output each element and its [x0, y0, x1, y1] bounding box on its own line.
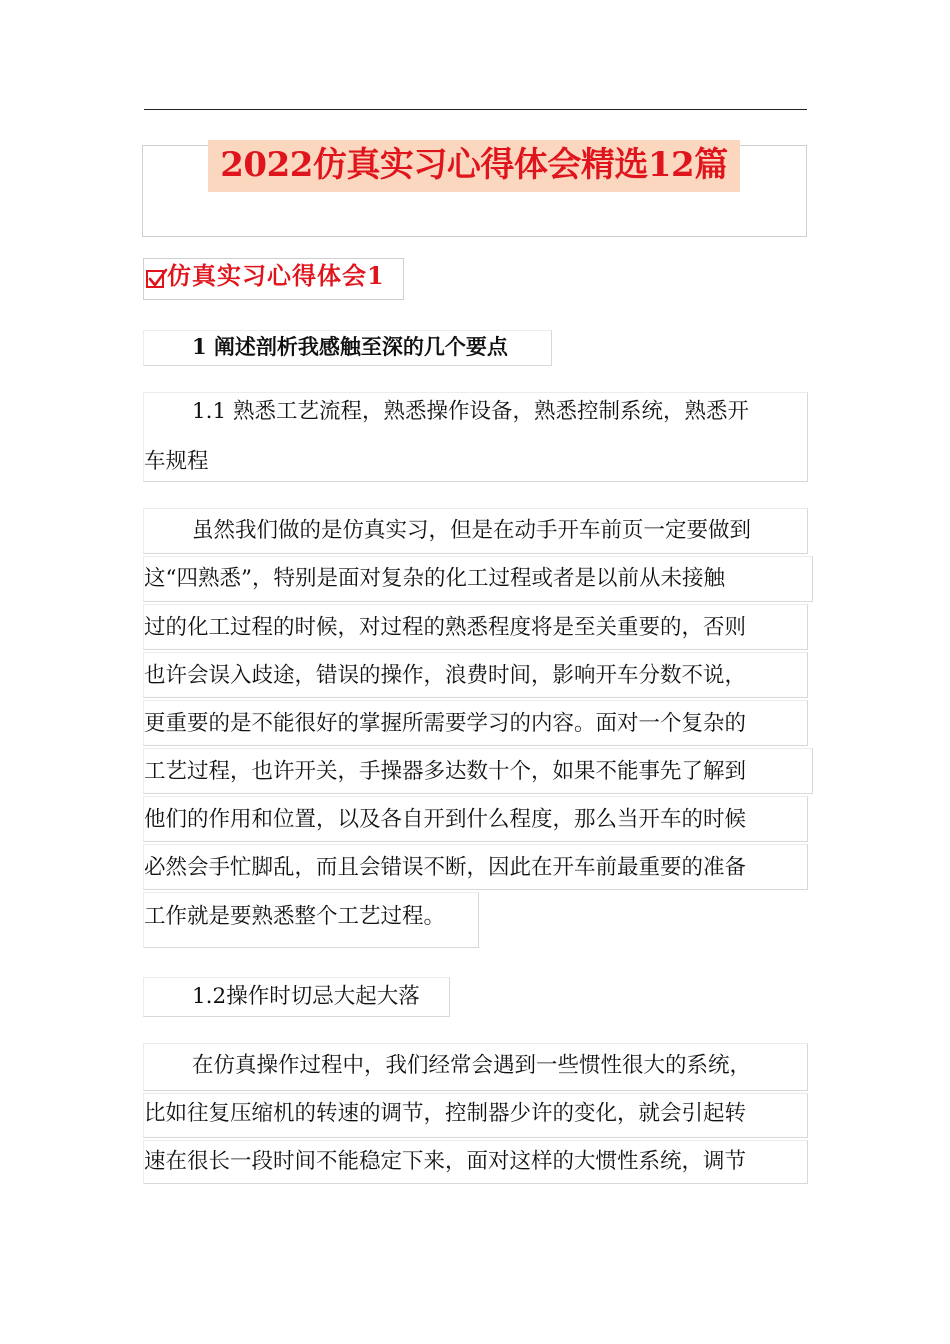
heading-1: 1 阐述剖析我感触至深的几个要点	[192, 334, 508, 359]
paragraph-1-line: 这“四熟悉”，特别是面对复杂的化工过程或者是以前从未接触	[144, 566, 725, 591]
paragraph-1-line: 工艺过程，也许开关，手操器多达数十个，如果不能事先了解到	[144, 759, 747, 784]
paragraph-1-line: 他们的作用和位置，以及各自开到什么程度，那么当开车的时候	[144, 807, 747, 832]
checkbox-check-icon	[146, 270, 164, 288]
paragraph-1-line: 也许会误入歧途，错误的操作，浪费时间，影响开车分数不说，	[144, 663, 747, 688]
section-title: 仿真实习心得体会1	[167, 261, 385, 290]
paragraph-1-line: 工作就是要熟悉整个工艺过程。	[144, 904, 446, 929]
subheading-1-1-line2: 车规程	[144, 449, 209, 474]
paragraph-2-line: 比如往复压缩机的转速的调节，控制器少许的变化，就会引起转	[144, 1101, 747, 1126]
paragraph-1-line: 虽然我们做的是仿真实习，但是在动手开车前页一定要做到	[192, 518, 752, 543]
subheading-1-1-line1: 1.1 熟悉工艺流程，熟悉操作设备，熟悉控制系统，熟悉开	[192, 399, 750, 424]
paragraph-2-line: 速在很长一段时间不能稳定下来，面对这样的大惯性系统，调节	[144, 1149, 747, 1174]
paragraph-1-line: 更重要的是不能很好的掌握所需要学习的内容。面对一个复杂的	[144, 711, 747, 736]
header-rule	[144, 109, 807, 110]
paragraph-1-line: 必然会手忙脚乱，而且会错误不断，因此在开车前最重要的准备	[144, 855, 747, 880]
document-title: 2022仿真实习心得体会精选12篇	[220, 145, 728, 185]
subheading-1-2: 1.2操作时切忌大起大落	[192, 984, 420, 1009]
paragraph-1-line: 过的化工过程的时候，对过程的熟悉程度将是至关重要的，否则	[144, 615, 747, 640]
paragraph-2-line: 在仿真操作过程中，我们经常会遇到一些惯性很大的系统，	[192, 1053, 752, 1078]
